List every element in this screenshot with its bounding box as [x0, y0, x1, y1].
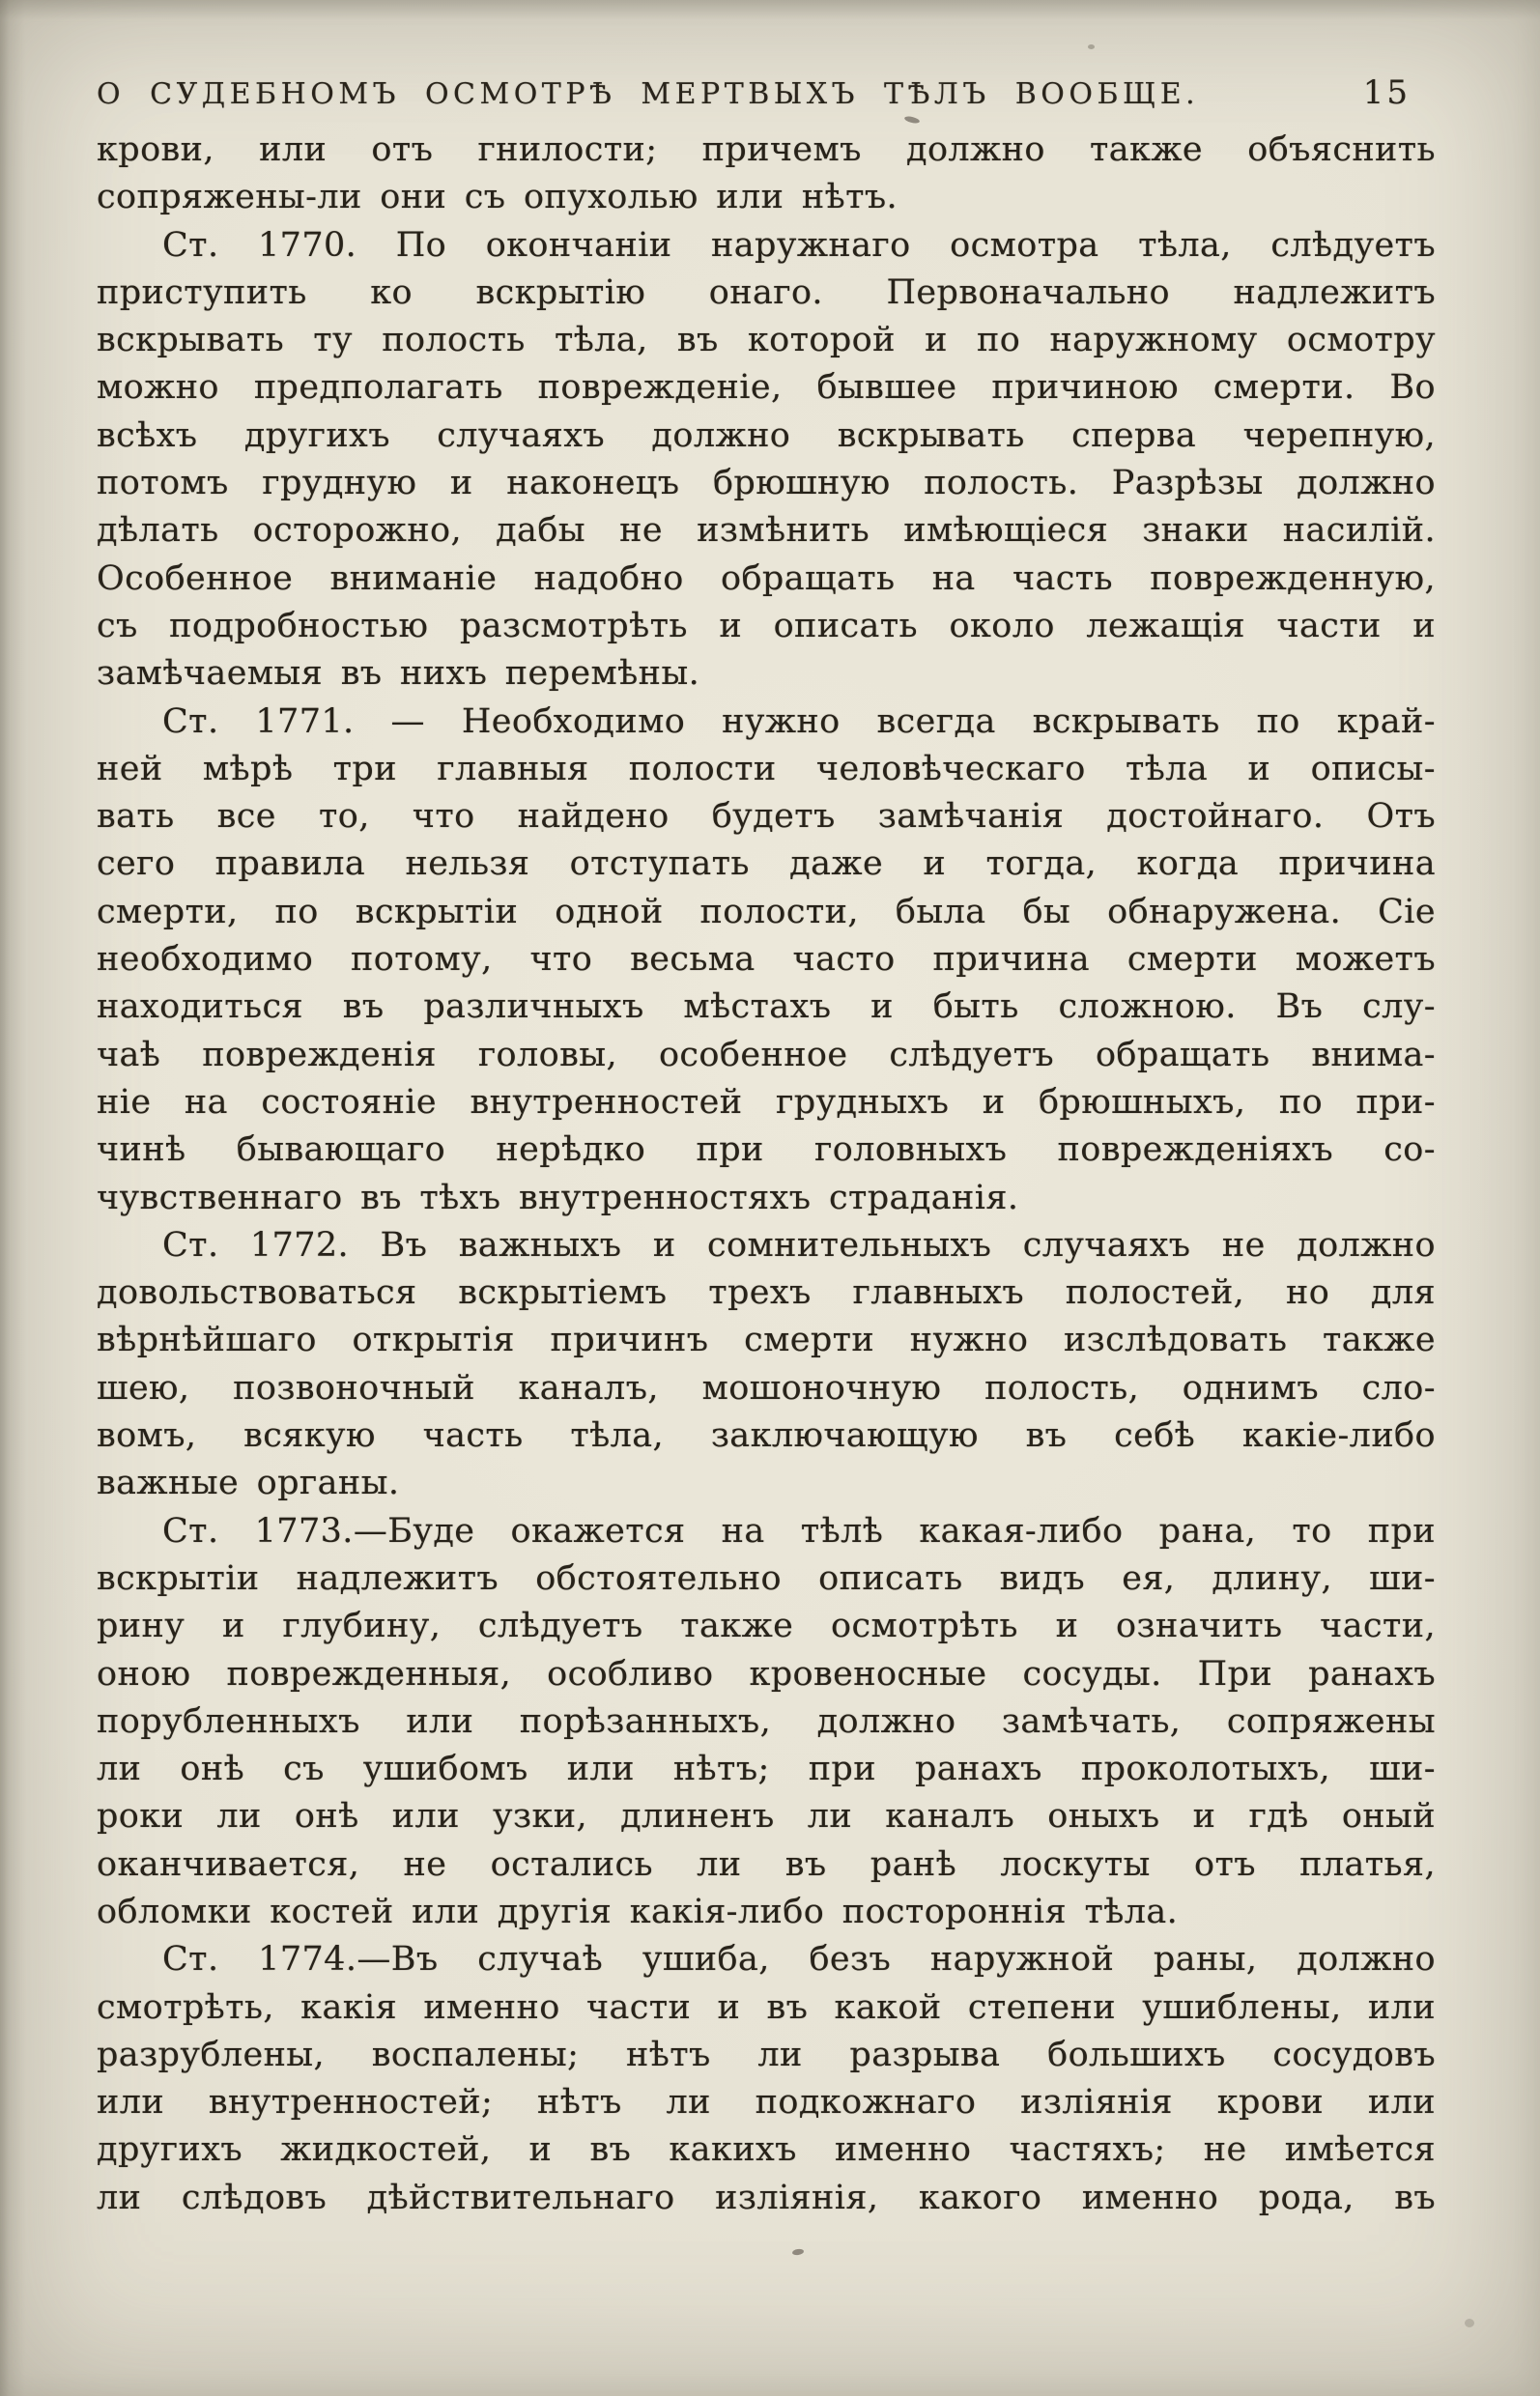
text-line: вать все то, что найдено будетъ замѣчанія достойнаго. Отъ: [97, 797, 1436, 837]
text-line: вомъ, всякую часть тѣла, заключающую въ себѣ какіе-либо: [97, 1416, 1436, 1456]
text-line: Ст. 1772. Въ важныхъ и сомнительныхъ случаяхъ не должно: [162, 1225, 1436, 1265]
text-line: порубленныхъ или порѣзанныхъ, должно замѣчать, сопряжены: [97, 1701, 1436, 1741]
text-line: чаѣ поврежденія головы, особенное слѣдуетъ обращать внима-: [97, 1035, 1436, 1074]
text-line: ли слѣдовъ дѣйствительнаго изліянія, какого именно рода, въ: [97, 2178, 1436, 2217]
text-line: смотрѣть, какія именно части и въ какой степени ушиблены, или: [97, 1987, 1436, 2027]
text-line: Ст. 1771. — Необходимо нужно всегда вскрывать по край-: [162, 701, 1436, 741]
text-line: вѣрнѣйшаго открытія причинъ смерти нужно изслѣдовать также: [97, 1321, 1436, 1360]
text-line: потомъ грудную и наконецъ брюшную полость. Разрѣзы должно: [97, 464, 1436, 503]
text-line: смерти, по вскрытіи одной полости, была бы обнаружена. Сіе: [97, 892, 1436, 931]
text-line: чувственнаго въ тѣхъ внутренностяхъ страданія.: [97, 1178, 1019, 1217]
text-line: рину и глубину, слѣдуетъ также осмотрѣть и означить части,: [97, 1607, 1436, 1646]
text-block: [97, 127, 1436, 2222]
text-line: всѣхъ другихъ случаяхъ должно вскрывать сперва черепную,: [97, 415, 1436, 455]
text-line: разрублены, воспалены; нѣтъ ли разрыва большихъ сосудовъ: [97, 2035, 1436, 2074]
paragraph: [97, 127, 1436, 222]
paragraph: [97, 1508, 1436, 1937]
text-line: ней мѣрѣ три главныя полости человѣческаго тѣла и описы-: [97, 749, 1436, 788]
text-line: Ст. 1770. По окончаніи наружнаго осмотра тѣла, слѣдуетъ: [162, 225, 1436, 265]
running-header: [97, 73, 1411, 112]
paragraph: [97, 1936, 1436, 2222]
running-header-title: О СУДЕБНОМЪ ОСМОТРѢ МЕРТВЫХЪ ТѢЛЪ ВООБЩЕ.: [97, 77, 1200, 111]
text-line: или внутренностей; нѣтъ ли подкожнаго изліянія крови или: [97, 2083, 1436, 2123]
paragraph: [97, 699, 1436, 1222]
text-line: довольствоваться вскрытіемъ трехъ главныхъ полостей, но для: [97, 1273, 1436, 1313]
page-number: 15: [1362, 73, 1411, 112]
text-line: ніе на состояніе внутренностей грудныхъ и брюшныхъ, по при-: [97, 1082, 1436, 1122]
text-line: можно предполагать поврежденіе, бывшее причиною смерти. Во: [97, 368, 1436, 408]
text-line: Ст. 1773.—Буде окажется на тѣлѣ какая-либо рана, то при: [162, 1511, 1436, 1551]
paragraph: [97, 1222, 1436, 1508]
text-line: необходимо потому, что весьма часто причина смерти можетъ: [97, 940, 1436, 980]
text-line: Особенное вниманіе надобно обращать на часть поврежденную,: [97, 558, 1436, 598]
text-line: дѣлать осторожно, дабы не измѣнить имѣющіеся знаки насилій.: [97, 511, 1436, 551]
text-line: роки ли онѣ или узки, длиненъ ли каналъ оныхъ и гдѣ оный: [97, 1797, 1436, 1837]
text-line: оканчивается, не остались ли въ ранѣ лоскуты отъ платья,: [97, 1844, 1436, 1884]
paragraph: [97, 222, 1436, 699]
text-line: вскрывать ту полость тѣла, въ которой и по наружному осмотру: [97, 321, 1436, 360]
text-line: съ подробностью разсмотрѣть и описать около лежащія части и: [97, 606, 1436, 645]
scan-speckle: [792, 2248, 805, 2256]
text-line: чинѣ бывающаго нерѣдко при головныхъ поврежденіяхъ со-: [97, 1130, 1436, 1170]
scan-speckle: [1088, 44, 1095, 49]
scan-speckle: [904, 115, 921, 125]
text-line: замѣчаемыя въ нихъ перемѣны.: [97, 654, 700, 694]
text-line: другихъ жидкостей, и въ какихъ именно частяхъ; не имѣется: [97, 2130, 1436, 2170]
text-line: ли онѣ съ ушибомъ или нѣтъ; при ранахъ проколотыхъ, ши-: [97, 1750, 1436, 1789]
text-line: обломки костей или другія какія-либо постороннія тѣла.: [97, 1892, 1179, 1931]
text-line: сего правила нельзя отступать даже и тогда, когда причина: [97, 844, 1436, 884]
text-line: крови, или отъ гнилости; причемъ должно также объяснить: [97, 130, 1436, 169]
text-line: важные органы.: [97, 1464, 400, 1503]
text-line: шею, позвоночный каналъ, мошоночную полость, однимъ сло-: [97, 1368, 1436, 1408]
text-line: находиться въ различныхъ мѣстахъ и быть сложною. Въ слу-: [97, 987, 1436, 1027]
text-line: приступить ко вскрытію онаго. Первоначально надлежитъ: [97, 272, 1436, 312]
text-line: сопряжены-ли они съ опухолью или нѣтъ.: [97, 178, 898, 217]
text-line: вскрытіи надлежитъ обстоятельно описать видъ ея, длину, ши-: [97, 1558, 1436, 1598]
text-line: оною поврежденныя, особливо кровеносные сосуды. При ранахъ: [97, 1654, 1436, 1694]
text-line: Ст. 1774.—Въ случаѣ ушиба, безъ наружной раны, должно: [162, 1940, 1436, 1980]
scan-speckle: [1465, 2319, 1474, 2327]
